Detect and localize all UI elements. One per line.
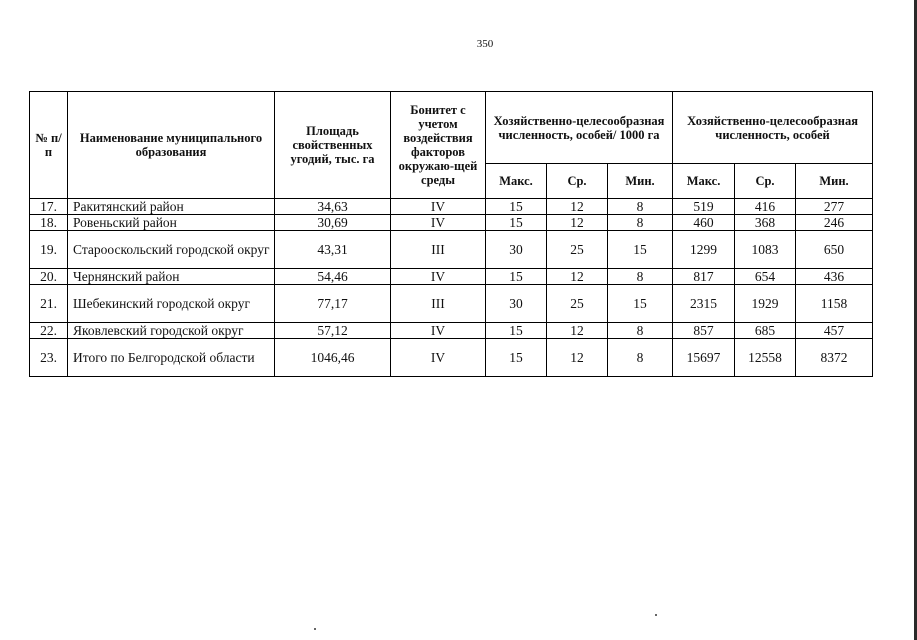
- cell-count-min: 8372: [796, 339, 873, 377]
- cell-count-avg: 1083: [735, 231, 796, 269]
- cell-name: Старооскольский городской округ: [68, 231, 275, 269]
- cell-density-max: 15: [486, 215, 547, 231]
- header-area: Площадь свойственных угодий, тыс. га: [275, 92, 391, 199]
- cell-bonitet: IV: [391, 323, 486, 339]
- cell-num: 20.: [30, 269, 68, 285]
- cell-name: Чернянский район: [68, 269, 275, 285]
- cell-bonitet: IV: [391, 269, 486, 285]
- cell-count-min: 457: [796, 323, 873, 339]
- cell-density-avg: 12: [547, 199, 608, 215]
- header-num: № п/п: [30, 92, 68, 199]
- cell-name: Яковлевский городской округ: [68, 323, 275, 339]
- cell-area: 43,31: [275, 231, 391, 269]
- cell-bonitet: III: [391, 285, 486, 323]
- cell-density-avg: 25: [547, 285, 608, 323]
- cell-density-max: 30: [486, 231, 547, 269]
- cell-area: 34,63: [275, 199, 391, 215]
- cell-density-max: 15: [486, 323, 547, 339]
- cell-density-avg: 12: [547, 339, 608, 377]
- table-row: [30, 199, 873, 215]
- cell-bonitet: III: [391, 231, 486, 269]
- cell-density-max: 15: [486, 339, 547, 377]
- cell-count-avg: 654: [735, 269, 796, 285]
- cell-area: 54,46: [275, 269, 391, 285]
- cell-area: 57,12: [275, 323, 391, 339]
- cell-count-min: 277: [796, 199, 873, 215]
- header-density-min: Мин.: [608, 164, 673, 199]
- cell-count-min: 246: [796, 215, 873, 231]
- page-number: 350: [476, 38, 494, 50]
- header-bonitet: Бонитет с учетом воздействия факторов окружаю-щей среды: [391, 92, 486, 199]
- table-row: [30, 323, 873, 339]
- cell-area: 30,69: [275, 215, 391, 231]
- cell-count-max: 519: [673, 199, 735, 215]
- cell-density-max: 30: [486, 285, 547, 323]
- cell-density-avg: 12: [547, 323, 608, 339]
- cell-count-min: 1158: [796, 285, 873, 323]
- header-density-group: Хозяйственно-целесообразная численность, особей/ 1000 га: [486, 92, 673, 164]
- cell-count-avg: 12558: [735, 339, 796, 377]
- header-count-min: Мин.: [796, 164, 873, 199]
- cell-area: 1046,46: [275, 339, 391, 377]
- data-table: [29, 91, 873, 377]
- cell-density-max: 15: [486, 269, 547, 285]
- cell-count-avg: 1929: [735, 285, 796, 323]
- cell-count-avg: 685: [735, 323, 796, 339]
- header-name: Наименование муниципального образования: [68, 92, 275, 199]
- header-density-max: Макс.: [486, 164, 547, 199]
- cell-bonitet: IV: [391, 215, 486, 231]
- table-row: [30, 231, 873, 269]
- cell-name: Ракитянский район: [68, 199, 275, 215]
- cell-density-min: 15: [608, 285, 673, 323]
- cell-count-avg: 368: [735, 215, 796, 231]
- cell-count-min: 650: [796, 231, 873, 269]
- table-row: [30, 269, 873, 285]
- cell-count-max: 1299: [673, 231, 735, 269]
- cell-density-avg: 12: [547, 269, 608, 285]
- cell-density-max: 15: [486, 199, 547, 215]
- cell-count-avg: 416: [735, 199, 796, 215]
- cell-density-min: 8: [608, 339, 673, 377]
- cell-density-avg: 25: [547, 231, 608, 269]
- header-count-avg: Ср.: [735, 164, 796, 199]
- cell-num: 21.: [30, 285, 68, 323]
- cell-bonitet: IV: [391, 199, 486, 215]
- table-row: [30, 285, 873, 323]
- cell-density-min: 8: [608, 215, 673, 231]
- scan-speck: [655, 614, 657, 616]
- cell-num: 18.: [30, 215, 68, 231]
- cell-density-min: 8: [608, 269, 673, 285]
- cell-count-max: 817: [673, 269, 735, 285]
- cell-count-max: 15697: [673, 339, 735, 377]
- table-row: [30, 339, 873, 377]
- cell-area: 77,17: [275, 285, 391, 323]
- header-density-avg: Ср.: [547, 164, 608, 199]
- table-row: [30, 215, 873, 231]
- cell-num: 23.: [30, 339, 68, 377]
- cell-name: Шебекинский городской округ: [68, 285, 275, 323]
- cell-bonitet: IV: [391, 339, 486, 377]
- cell-name: Итого по Белгородской области: [68, 339, 275, 377]
- cell-count-max: 857: [673, 323, 735, 339]
- scan-speck: [314, 628, 316, 630]
- cell-count-min: 436: [796, 269, 873, 285]
- cell-name: Ровеньский район: [68, 215, 275, 231]
- cell-density-min: 15: [608, 231, 673, 269]
- cell-num: 22.: [30, 323, 68, 339]
- cell-count-max: 2315: [673, 285, 735, 323]
- cell-count-max: 460: [673, 215, 735, 231]
- cell-density-min: 8: [608, 323, 673, 339]
- cell-density-min: 8: [608, 199, 673, 215]
- cell-num: 19.: [30, 231, 68, 269]
- cell-density-avg: 12: [547, 215, 608, 231]
- header-count-group: Хозяйственно-целесообразная численность, особей: [673, 92, 873, 164]
- header-count-max: Макс.: [673, 164, 735, 199]
- cell-num: 17.: [30, 199, 68, 215]
